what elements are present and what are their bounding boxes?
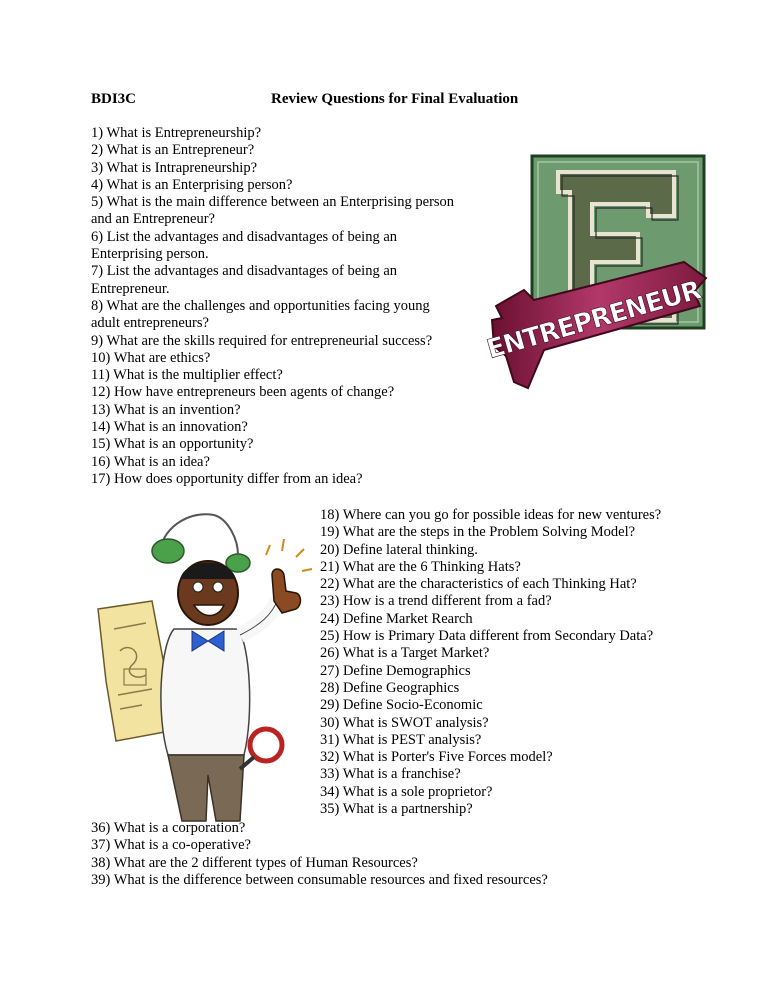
question-item: 28) Define Geographics	[320, 679, 460, 696]
question-item: 8) What are the challenges and opportunities facing young adult entrepreneurs?	[91, 297, 430, 332]
question-item: 13) What is an invention?	[91, 401, 241, 418]
question-item: 36) What is a corporation?	[91, 820, 246, 836]
question-item: 23) How is a trend different from a fad?	[320, 593, 552, 610]
question-list-part-2	[320, 507, 740, 818]
question-item: 25) How is Primary Data different from Secondary Data?	[320, 628, 654, 645]
question-item: 4) What is an Enterprising person?	[91, 176, 293, 193]
document-title: Review Questions for Final Evaluation	[271, 91, 519, 107]
trousers-icon	[168, 755, 244, 821]
question-item: 10) What are ethics?	[91, 349, 211, 366]
question-item: 20) Define lateral thinking.	[320, 541, 478, 558]
question-list-part-1	[91, 125, 461, 488]
question-item: 14) What is an innovation?	[91, 419, 248, 436]
question-item: 21) What are the 6 Thinking Hats?	[320, 558, 521, 575]
question-list-part-3	[91, 820, 741, 889]
question-item: 3) What is Intrapreneurship?	[91, 159, 258, 176]
question-item: 24) Define Market Rearch	[320, 610, 473, 627]
entrepreneur-logo-image	[484, 150, 716, 392]
question-item: 38) What are the 2 different types of Human Resources?	[91, 854, 418, 871]
blueprint-paper-icon	[98, 601, 170, 741]
question-item: 39) What is the difference between consumable resources and fixed resources?	[91, 871, 548, 888]
question-item: 33) What is a franchise?	[320, 766, 461, 783]
question-item: 30) What is SWOT analysis?	[320, 714, 489, 731]
question-item: 9) What are the skills required for entrepreneurial success?	[91, 332, 433, 349]
question-item: 31) What is PEST analysis?	[320, 731, 482, 748]
question-item: 16) What is an idea?	[91, 453, 210, 470]
question-item: 2) What is an Entrepreneur?	[91, 142, 255, 159]
question-item: 12) How have entrepreneurs been agents of change?	[91, 384, 395, 401]
magnifying-glass-icon	[250, 729, 282, 761]
question-item: 22) What are the characteristics of each Thinking Hat?	[320, 576, 637, 593]
question-item: 6) List the advantages and disadvantages of being an Enterprising person.	[91, 228, 398, 263]
question-item: 26) What is a Target Market?	[320, 645, 490, 662]
question-item: 18) Where can you go for possible ideas for new ventures?	[320, 507, 662, 523]
question-item: 11) What is the multiplier effect?	[91, 367, 283, 384]
green-lamp-icon	[152, 539, 184, 563]
question-item: 29) Define Socio-Economic	[320, 697, 483, 714]
question-item: 1) What is Entrepreneurship?	[91, 125, 262, 141]
question-item: 7) List the advantages and disadvantages of being an Entrepreneur.	[91, 263, 398, 297]
question-item: 19) What are the steps in the Problem Solving Model?	[320, 524, 636, 541]
question-item: 34) What is a sole proprietor?	[320, 783, 493, 800]
question-item: 27) Define Demographics	[320, 662, 471, 679]
inventor-cartoon-image	[90, 505, 320, 825]
question-item: 17) How does opportunity differ from an idea?	[91, 470, 363, 487]
question-item: 5) What is the main difference between an Enterprising person and an Entrepreneur?	[91, 194, 455, 228]
question-item: 15) What is an opportunity?	[91, 436, 254, 453]
question-item: 35) What is a partnership?	[320, 801, 473, 818]
question-item: 32) What is Porter's Five Forces model?	[320, 749, 553, 766]
question-item: 37) What is a co-operative?	[91, 837, 251, 854]
shirt-icon	[161, 629, 250, 755]
banner-text: ENTREPRENEUR	[484, 275, 704, 366]
course-code: BDI3C	[91, 91, 137, 107]
